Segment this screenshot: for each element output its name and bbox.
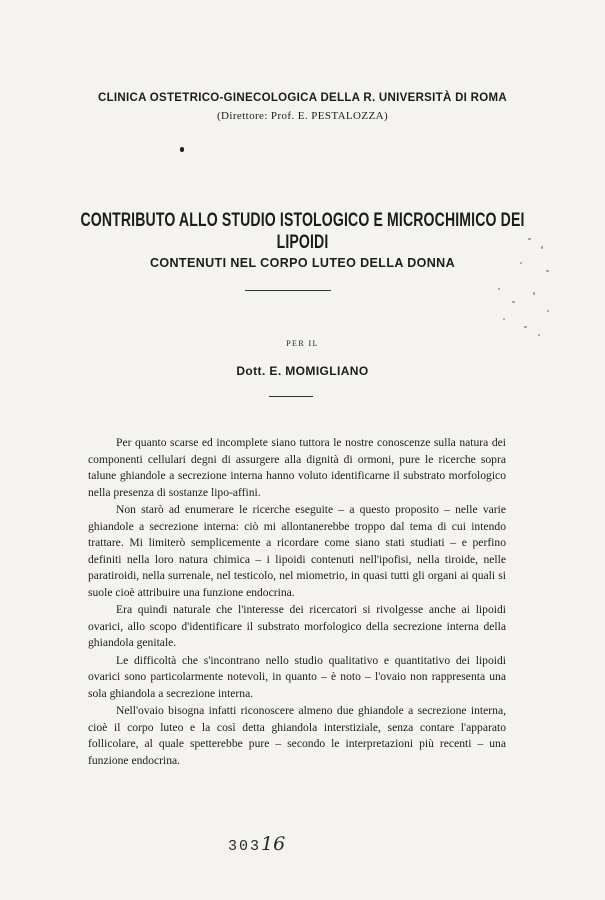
article-subtitle: CONTENUTI NEL CORPO LUTEO DELLA DONNA — [149, 256, 456, 270]
paragraph: Le difficoltà che s'incontrano nello studio qualitativo e quantitativo dei lipoidi ovarici sono particolarmente notevoli, in quanto – è noto – l'ovaio non rappresenta una sola ghiandola a secrezione interna. — [88, 653, 506, 700]
paragraph: Era quindi naturale che l'interesse dei ricercatori si rivolgesse anche ai lipoidi ovarici, allo scopo d'identificare il substrato morfologico della secrezione interna della ghiandola genitale. — [88, 603, 506, 649]
author-divider — [269, 396, 313, 397]
paragraph: Per quanto scarse ed incomplete siano tuttora le nostre conoscenze sulla natura dei componenti cellulari degni di assurgere alla dignità di ormoni, pure le ricerche sopra talune ghiandole a secrezione interna hanno voluto identificarne il substrato morfologico nella presenza di sostanze lipo-affini. — [88, 436, 506, 499]
article-title: CONTRIBUTO ALLO STUDIO ISTOLOGICO E MICROCHIMICO DEI LIPOIDI — [80, 210, 525, 253]
ink-dot — [180, 147, 184, 152]
paragraph: Non starò ad enumerare le ricerche eseguite – a questo proposito – nelle varie ghiandole a secrezione interna: ciò mi allontanerebbe troppo dal tema di cui intendo trattare. Mi limiterò semplicemente a ricordare come siano stati studiati – e perfino definiti nella loro natura chimica – i lipoidi contenuti nell'ipofisi, nella tiroide, nelle paratiroidi, nella surrenale, nel testicolo, nel miometrio, in quasi tutti gli organi ai quali si suole cioè attribuire una funzione endocrina. — [88, 503, 506, 599]
director-line: (Direttore: Prof. E. PESTALOZZA) — [216, 110, 389, 122]
byline-per: PER IL — [286, 339, 319, 348]
paragraph: Nell'ovaio bisogna infatti riconoscere almeno due ghiandole a secrezione interna, cioè il corpo luteo e la così detta ghiandola interstiziale, senza contare l'apparato follicolare, al quale spetterebbe pure – secondo le interpretazioni più recenti – una funzione endocrina. — [88, 704, 506, 767]
author-name: Dott. E. MOMIGLIANO — [236, 364, 369, 378]
body-text — [88, 435, 506, 770]
inventory-number-handwritten: 16 — [261, 833, 286, 855]
inventory-number-printed: 303 — [228, 838, 262, 855]
title-divider — [245, 290, 331, 291]
institution-heading: CLINICA OSTETRICO-GINECOLOGICA DELLA R. UNIVERSITÀ DI ROMA — [97, 92, 508, 104]
inventory-number — [228, 833, 285, 855]
